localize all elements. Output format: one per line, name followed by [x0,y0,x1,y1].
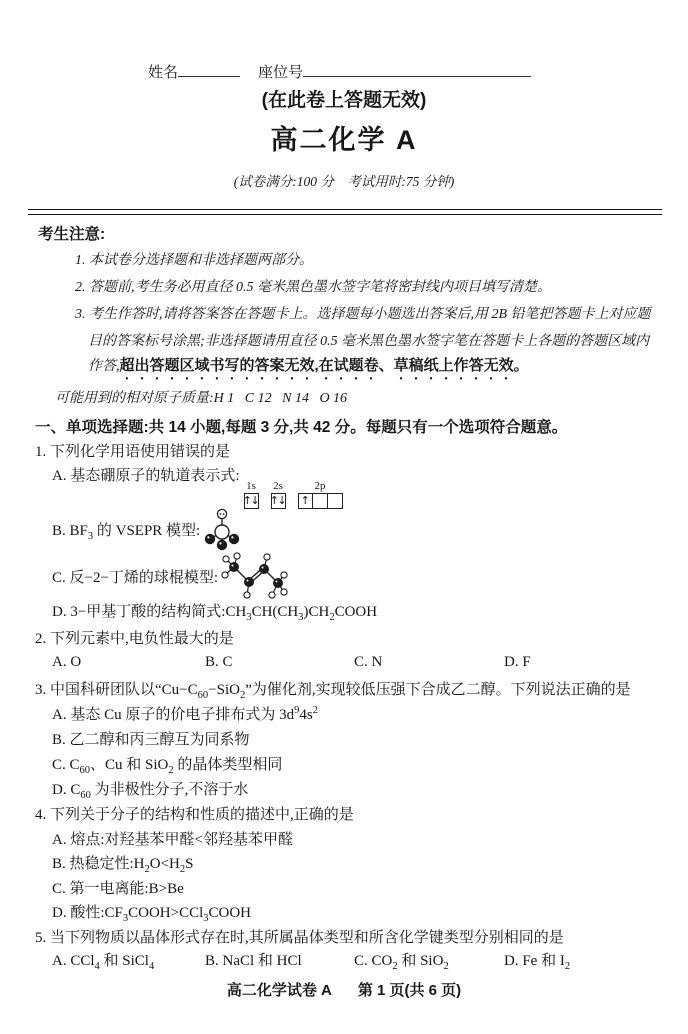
question-1-option-c [0,554,688,598]
seat-label: 座位号 [258,65,304,81]
orbital-box-1s: ↑↓ [242,494,259,507]
trans-2-butene-model-image [222,552,288,600]
section-1-heading: 一、单项选择题:共 14 小题,每题 3 分,共 42 分。每题只有一个选项符合题意。 [35,419,568,436]
answer-invalid-note: (在此卷上答题无效) [261,90,427,111]
question-2-option-c: C. N [354,654,383,670]
question-1-option-d: D. 3−甲基丁酸的结构简式$:CH_3CH(CH_3)CH_2COOH$ [52,604,378,623]
notice-item-3-line-1: 3. 考生作答时,请将答案答在答题卡上。选择题每小题选出答案后,用 2B 铅笔把答题卡上对应题 [75,307,651,322]
notice-item-3-line-3 [0,356,688,383]
question-4-option-c: C. 第一电离能:B>Be [52,881,184,897]
page-footer [0,981,688,1001]
bf3-vsepr-model-image [204,506,240,552]
question-3-option-a: A. 基态 Cu 原子的价电子排布式为 $3d^94s^2$ [52,705,318,723]
question-2-option-d: D. F [504,654,531,670]
footer-paper-name: 高二化学试卷 A [226,982,332,999]
question-3-option-b: B. 乙二醇和丙三醇互为同系物 [52,732,250,748]
question-2-stem: 2. 下列元素中,电负性最大的是 [35,631,234,647]
notice-item-1: 1. 本试卷分选择题和非选择题两部分。 [75,253,313,268]
question-1-option-c-text: C. 反−2−丁烯的球棍模型: [52,569,219,586]
paper-title: 高二化学 A [270,125,418,155]
question-4-option-b: B. 热稳定性$:H_2O<H_2S$ [52,856,194,875]
exam-paper-page [0,62,688,1034]
question-2-options [0,652,688,672]
orbital-group-1s [244,480,259,509]
double-divider-rule [28,209,662,215]
name-seat-line [148,62,688,83]
question-3-option-c: C. $C_{60}$、Cu 和 SiO$_2$ 的晶体类型相同 [52,757,283,776]
orbital-box-2s: ↑↓ [269,494,286,507]
question-1-option-b [0,506,688,552]
notice-item-3-prefix: 作答, [88,359,120,374]
question-2-option-b: B. C [205,654,233,670]
exam-info: (试卷满分:100 分 考试用时:75 分钟) [233,174,455,189]
question-1-option-a-text: A. 基态硼原子的轨道表示式: [52,468,240,484]
notice-emphasis-text: 超出答题区域书写的答案无效,在试题卷、草稿纸上作答无效。 [119,357,529,374]
name-label: 姓名 [148,65,179,81]
orbital-box-2p-2 [313,493,328,509]
question-1-option-a [0,466,688,507]
notice-item-2: 2. 答题前,考生务必用直径 0.5 毫米黑色墨水签字笔将密封线内项目填写清楚。 [75,280,551,295]
orbital-box-2p-3 [328,493,343,509]
question-5-stem: 5. 当下列物质以晶体形式存在时,其所属晶体类型和所含化学键类型分别相同的是 [35,930,564,946]
question-3-option-d: D. $C_{60}$ 为非极性分子,不溶于水 [52,782,249,801]
question-5-option-a: A. CCl$_4$ 和 SiCl$_4$ [52,953,155,972]
question-3-stem: 3. 中国科研团队以“$Cu-C_{60}-SiO_2$”为催化剂,实现较低压强下合成乙二醇。下列说法正确的是 [35,682,631,701]
question-2-option-a: A. O [52,654,82,670]
orbital-box-2p-1: ↑ [298,493,313,509]
question-5-option-b: B. NaCl 和 HCl [205,953,302,969]
notice-item-3-line-2: 目的答案标号涂黑;非选择题请用直径 0.5 毫米黑色墨水签字笔在答题卡上各题的答题区域内 [88,334,650,349]
orbital-diagram [244,480,343,509]
orbital-group-2s [271,480,286,509]
notice-heading: 考生注意: [38,226,106,243]
orbital-label-1s: 1s [246,480,256,492]
orbital-label-2p: 2p [314,480,326,492]
question-1-option-b-text: B. $BF_3$ 的 VSEPR 模型: [52,522,201,542]
question-5-option-c: C. $CO_2$ 和 SiO$_2$ [354,953,449,972]
question-5-options [0,951,688,971]
question-4-option-a: A. 熔点:对羟基苯甲醛<邻羟基苯甲醛 [52,832,293,848]
seat-blank-field [303,62,531,77]
question-1-stem: 1. 下列化学用语使用错误的是 [35,444,231,460]
question-5-option-d: D. Fe 和 $I_2$ [504,953,571,972]
name-blank-field [178,62,240,77]
orbital-label-2s: 2s [273,480,283,492]
question-4-stem: 4. 下列关于分子的结构和性质的描述中,正确的是 [35,807,354,823]
atomic-mass-note: 可能用到的相对原子质量:H 1 C 12 N 14 O 16 [55,391,348,406]
footer-page-number: 第 1 页(共 6 页) [357,982,462,999]
question-4-option-d: D. 酸性$:CF_3COOH>CCl_3COOH$ [52,905,252,924]
orbital-group-2p [298,480,343,509]
